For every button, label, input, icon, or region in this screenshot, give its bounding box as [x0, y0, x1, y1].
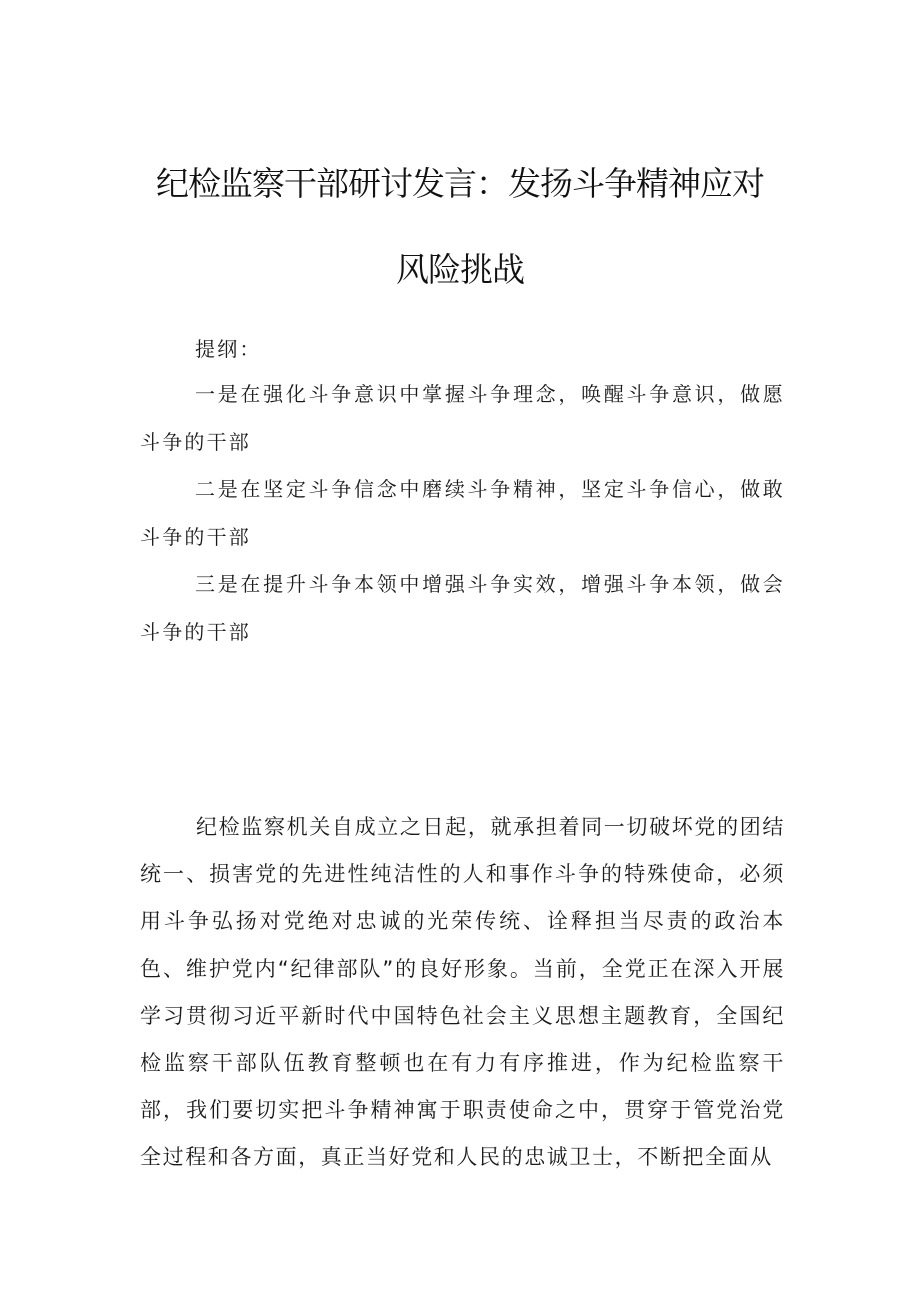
outline-label: 提纲：: [195, 337, 262, 361]
document-title-line-1: 纪检监察干部研讨发言：发扬斗争精神应对: [156, 164, 764, 203]
outline-list: [140, 371, 785, 656]
body-text: [140, 804, 785, 1182]
body-paragraph: 纪检监察机关自成立之日起，就承担着同一切破坏党的团结统一、损害党的先进性纯洁性的人和事作斗争的特殊使命，必须用斗争弘扬对党绝对忠诚的光荣传统、诠释担当尽责的政治本色、维护党内“纪律部队”的良好形象。当前，全党正在深入开展学习贯彻习近平新时代中国特色社会主义思想主题教育，全国纪检监察干部队伍教育整顿也在有力有序推进，作为纪检监察干部，我们要切实把斗争精神寓于职责使命之中，贯穿于管党治党全过程和各方面，真正当好党和人民的忠诚卫士，不断把全面从: [140, 815, 785, 1170]
outline-item-2: 二是在坚定斗争信念中磨续斗争精神，坚定斗争信心，做敢斗争的干部: [140, 477, 785, 549]
outline-item-3: 三是在提升斗争本领中增强斗争实效，增强斗争本领，做会斗争的干部: [140, 572, 785, 644]
document-title-line-2: 风险挑战: [396, 250, 524, 289]
outline-item-1: 一是在强化斗争意识中掌握斗争理念，唤醒斗争意识，做愿斗争的干部: [140, 382, 785, 454]
